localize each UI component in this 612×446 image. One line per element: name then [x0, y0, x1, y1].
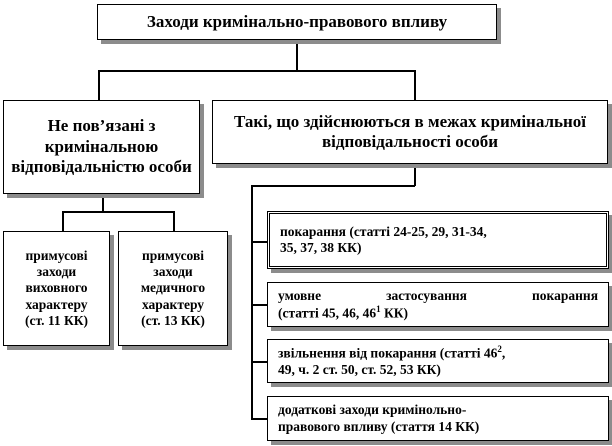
punishment-text	[280, 224, 487, 256]
medical-line: характеру	[141, 296, 205, 312]
connector-left-down	[102, 194, 104, 212]
educational-line: (ст. 11 КК)	[24, 312, 89, 328]
connector-right-vertical-spine	[251, 185, 253, 419]
punishment-box	[267, 211, 609, 269]
connector-punishment	[251, 241, 267, 243]
conditional-line-prefix: (статті 45, 46, 46	[278, 305, 377, 321]
conditional-punishment-box	[267, 282, 609, 327]
conditional-line-suffix: КК)	[380, 305, 409, 321]
educational-measures-text	[25, 248, 88, 329]
within-liability-label: Такі, що здійснюються в межах кримінальної відповідальності особи	[233, 111, 587, 151]
connector-right-branch	[414, 70, 416, 100]
connector-conditional	[251, 304, 267, 306]
release-text	[278, 344, 598, 378]
educational-line: примусові	[25, 248, 88, 264]
diagram-title: Заходи кримінально-правового впливу	[146, 11, 448, 31]
not-related-to-liability-box	[3, 100, 200, 194]
medical-line: медичного	[140, 280, 206, 296]
medical-line: (ст. 13 КК)	[141, 312, 205, 328]
connector-root-down	[296, 40, 298, 71]
medical-measures-text	[141, 248, 205, 329]
connector-additional	[251, 418, 267, 420]
medical-measures-box	[118, 231, 228, 346]
punishment-line: покарання (статті 24-25, 29, 31-34,	[280, 223, 487, 239]
additional-line: правового впливу (стаття 14 КК)	[278, 418, 480, 434]
diagram-title-box	[97, 4, 497, 40]
additional-text	[278, 402, 479, 434]
additional-measures-box	[267, 396, 609, 441]
conditional-line	[278, 304, 598, 322]
connector-left-horizontal	[62, 211, 174, 213]
release-line-suffix: ,	[501, 345, 506, 361]
additional-line: додаткові заходи кримінольно-	[278, 402, 467, 418]
connector-left-branch	[98, 70, 100, 100]
connector-right-horizontal	[251, 185, 415, 187]
punishment-line: 35, 37, 38 КК)	[280, 240, 362, 255]
within-liability-box	[212, 100, 608, 164]
conditional-line: умовне застосування покарання	[278, 287, 598, 303]
connector-educational	[62, 211, 64, 231]
release-from-punishment-box	[267, 339, 609, 383]
release-line-prefix: звільнення від покарання (статті 46	[278, 345, 498, 361]
educational-line: виховного	[25, 280, 88, 296]
medical-line: заходи	[153, 264, 193, 280]
connector-root-horizontal	[98, 70, 415, 72]
release-line: 49, ч. 2 ст. 50, ст. 52, 53 КК)	[278, 361, 441, 377]
connector-right-down	[414, 164, 416, 186]
conditional-superscript: 1	[376, 303, 381, 314]
release-line	[278, 344, 598, 362]
educational-line: характеру	[25, 296, 88, 312]
conditional-text	[278, 288, 598, 322]
educational-measures-box	[3, 231, 110, 346]
connector-release	[251, 361, 267, 363]
connector-medical	[173, 211, 175, 231]
release-superscript: 2	[497, 344, 502, 355]
not-related-label: Не пов’язані з кримінальною відповідальністю особи	[11, 116, 192, 177]
educational-line: заходи	[36, 264, 77, 280]
medical-line: примусові	[141, 248, 205, 264]
